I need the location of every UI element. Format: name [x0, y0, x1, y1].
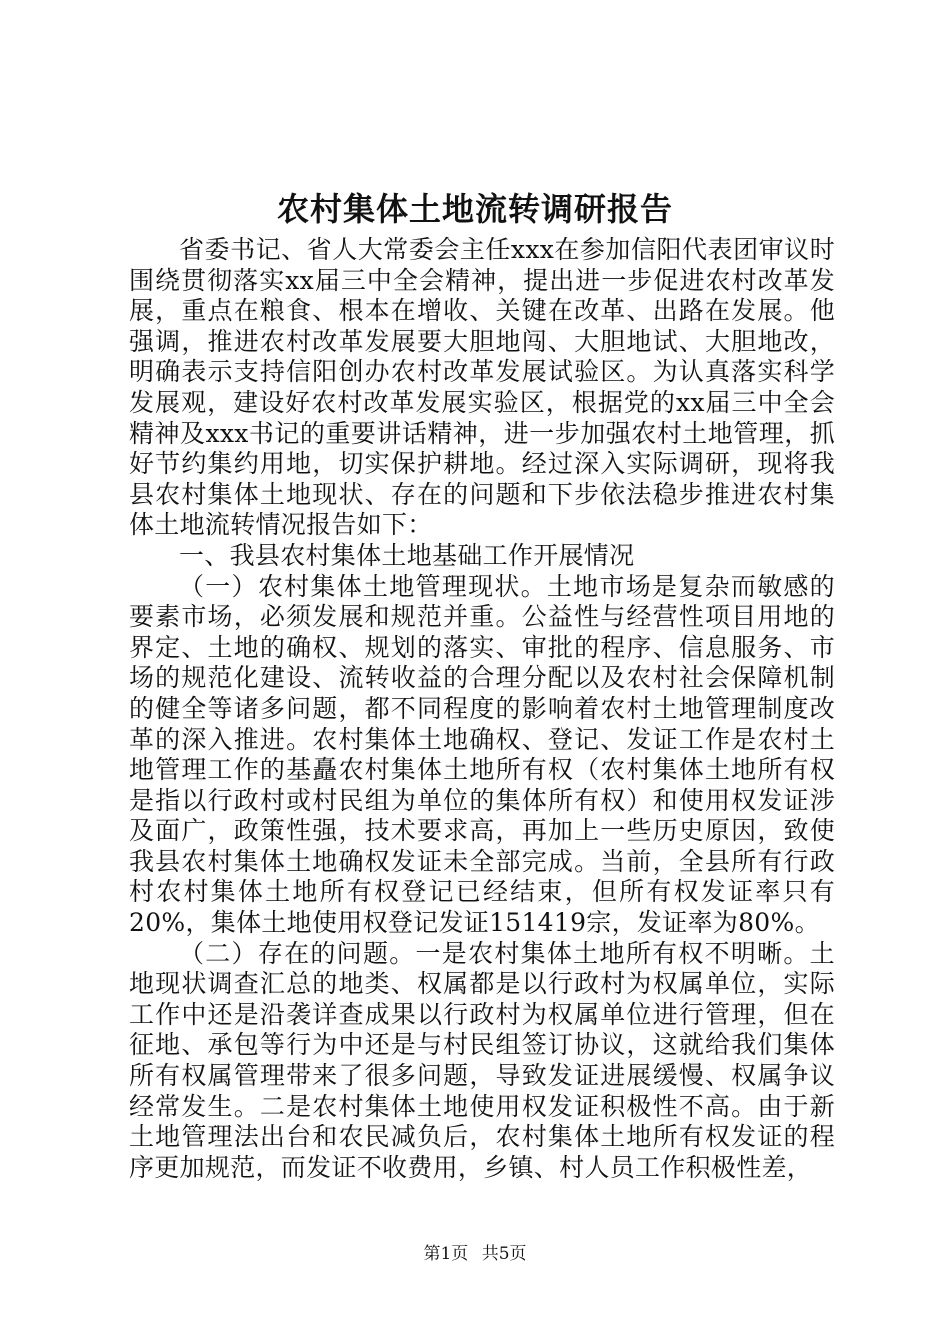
document-title: 农村集体土地流转调研报告: [276, 190, 673, 228]
paragraph-management-status: （一）农村集体土地管理现状。土地市场是复杂而敏感的要素市场，必须发展和规范并重。公益性与经营性项目用地的界定、土地的确权、规划的落实、审批的程序、信息服务、市场的规范化建设、流转收益的合理分配以及农村社会保障机制的健全等诸多问题，都不同程度的影响着农村土地管理制度改革的深入推进。农村集体土地确权、登记、发证工作是农村土地管理工作的基矗农村集体土地所有权（农村集体土地所有权是指以行政村或村民组为单位的集体所有权）和使用权发证涉及面广，政策性强，技术要求高，再加上一些历史原因，致使我县农村集体土地确权发证未全部完成。当前，全县所有行政村农村集体土地所有权登记已经结束，但所有权发证率只有20%，集体土地使用权登记发证151419宗，发证率为80%。: [129, 571, 835, 938]
page-total: 共5页: [481, 1244, 527, 1264]
section-heading-1: 一、我县农村集体土地基础工作开展情况: [179, 540, 635, 570]
paragraph-problems: （二）存在的问题。一是农村集体土地所有权不明晰。土地现状调查汇总的地类、权属都是以行政村为权属单位，实际工作中还是沿袭详查成果以行政村为权属单位进行管理，但在征地、承包等行为中还是与村民组签订协议，这就给我们集体所有权属管理带来了很多问题，导致发证进展缓慢、权属争议经常发生。二是农村集体土地使用权发证积极性不高。由于新土地管理法出台和农民减负后，农村集体土地所有权发证的程序更加规范，而发证不收费用，乡镇、村人员工作积极性差，: [129, 938, 835, 1182]
page-number: 第1页: [423, 1244, 469, 1264]
paragraph-intro: 省委书记、省人大常委会主任xxx在参加信阳代表团审议时围绕贯彻落实xx届三中全会精神，提出进一步促进农村改革发展，重点在粮食、根本在增收、关键在改革、出路在发展。他强调，推进农村改革发展要大胆地闯、大胆地试、大胆地改，明确表示支持信阳创办农村改革发展试验区。为认真落实科学发展观，建设好农村改革发展实验区，根据党的xx届三中全会精神及xxx书记的重要讲话精神，进一步加强农村土地管理，抓好节约集约用地，切实保护耕地。经过深入实际调研，现将我县农村集体土地现状、存在的问题和下步依法稳步推进农村集体土地流转情况报告如下：: [129, 235, 835, 540]
document-body: [129, 235, 835, 1183]
page-footer: [0, 1242, 950, 1266]
